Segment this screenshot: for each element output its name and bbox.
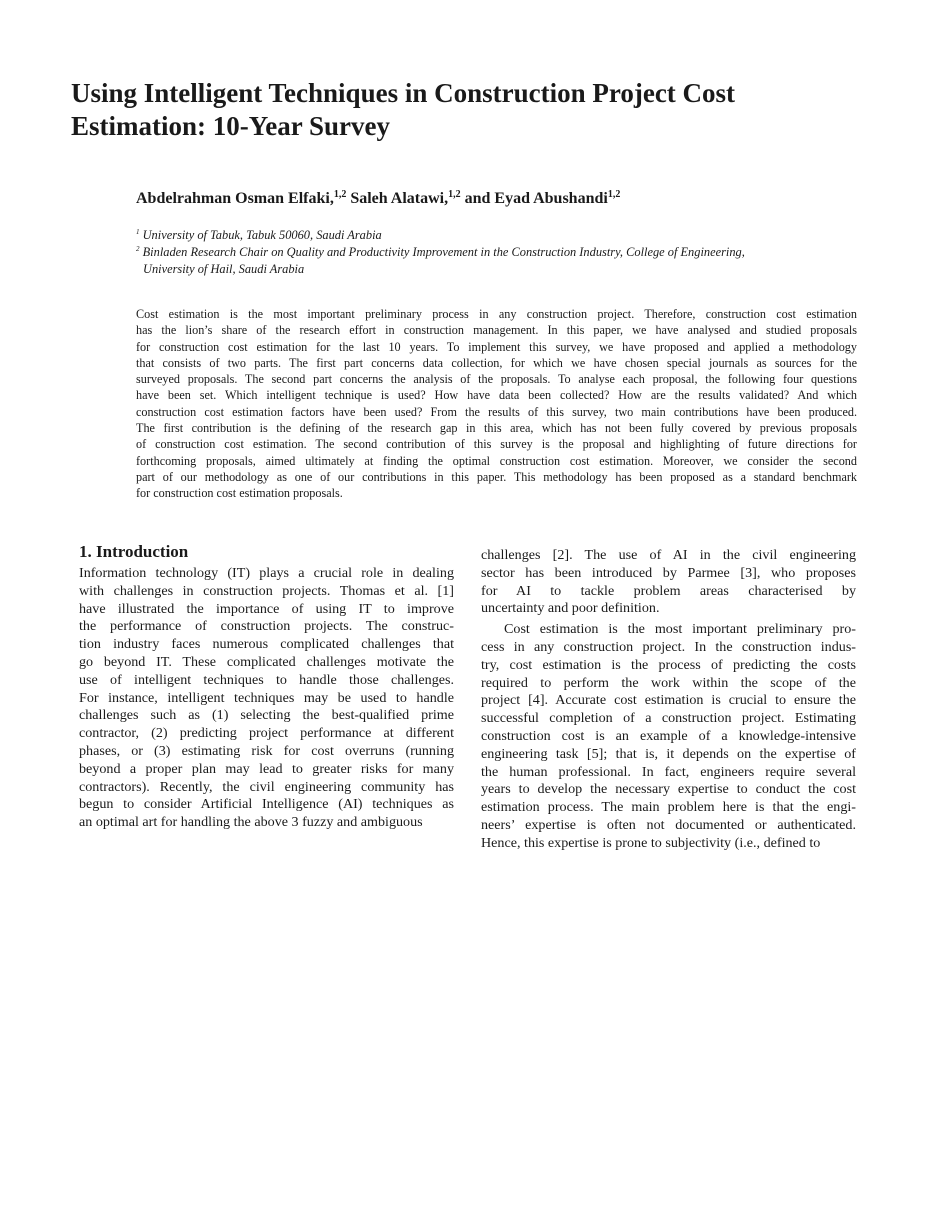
abstract-line: that consists of two parts. The first part concerns data collection, for which we have chosen special journals as sources for the <box>136 355 857 370</box>
body-line: for AI to tackle problem areas characterised by <box>481 582 856 599</box>
body-line: engineering task [5]; that is, it depends on the expertise of <box>481 745 856 762</box>
body-line: successful completion of a construction project. Estimating <box>481 710 856 727</box>
abstract-line: have been set. Which intelligent technique is used? How have data been collected? How are the results validated? And which <box>136 388 857 403</box>
abstract-line: Cost estimation is the most important preliminary process in any construction project. Therefore, construction cost estimation <box>136 307 857 321</box>
intro-paragraph-2 <box>481 621 856 852</box>
affil-marker: 1 <box>136 228 140 236</box>
body-line: tion industry faces numerous complicated challenges that <box>79 636 454 653</box>
author-name: and Eyad Abushandi <box>464 190 608 207</box>
paper-title <box>71 77 871 143</box>
author-affil-sup: 1,2 <box>607 189 621 200</box>
abstract-line: of construction cost estimation. The second contribution of this survey is the proposal and highlighting of future directions for <box>136 437 857 452</box>
body-line: contractors). Recently, the civil engineering community has <box>79 778 454 795</box>
body-line: project [4]. Accurate cost estimation is crucial to ensure the <box>481 692 856 709</box>
author-affil-sup: 1,2 <box>448 189 461 200</box>
affiliations <box>136 227 856 278</box>
intro-paragraph-1 <box>79 565 454 832</box>
body-line: Hence, this expertise is prone to subjectivity (i.e., defined to <box>481 834 821 851</box>
body-line: sector has been introduced by Parmee [3], who proposes <box>481 564 856 581</box>
body-line: required to perform the work within the scope of the <box>481 674 856 691</box>
abstract-line: surveyed proposals. The second part concerns the analysis of the proposals. To analyse each proposal, the following four questions <box>136 372 857 387</box>
abstract-line: The first contribution is the defining of the research gap in this area, which has not been fully covered by previous proposals <box>136 421 857 436</box>
body-line: the human professional. In fact, engineers require several <box>481 763 856 780</box>
body-line: the performance of construction projects. The construc- <box>79 618 454 635</box>
body-line: cess in any construction project. In the construction indus- <box>481 638 856 655</box>
author-name: Abdelrahman Osman Elfaki, <box>136 190 334 207</box>
affiliation-text: Binladen Research Chair on Quality and Productivity Improvement in the Construction Industry, College of Engineering, <box>142 245 745 259</box>
left-column <box>79 543 454 832</box>
body-line: Cost estimation is the most important preliminary pro- <box>504 621 856 638</box>
body-line: an optimal art for handling the above 3 fuzzy and ambiguous <box>79 814 423 831</box>
body-line: For instance, intelligent techniques may be used to handle <box>79 689 454 706</box>
right-column <box>481 547 856 853</box>
author-affil-sup: 1,2 <box>333 189 347 200</box>
body-line: begun to consider Artificial Intelligence (AI) techniques as <box>79 796 454 813</box>
author-name: Saleh Alatawi, <box>350 190 449 207</box>
body-line: construction cost is an example of a knowledge-intensive <box>481 727 856 744</box>
body-line: years to develop the necessary expertise to conduct the cost <box>481 781 856 798</box>
body-line: beyond a proper plan may lead to greater risks for many <box>79 760 454 777</box>
title-line: Estimation: 10-Year Survey <box>71 111 390 141</box>
body-line: try, cost estimation is the process of predicting the costs <box>481 656 856 673</box>
body-line: with challenges in construction projects. Thomas et al. [1] <box>79 582 454 599</box>
affil-marker: 2 <box>136 245 140 253</box>
body-line: use of intelligent techniques to handle those challenges. <box>79 671 454 688</box>
abstract-line: has the lion’s share of the research effort in construction management. In this paper, we have analysed and studied proposals <box>136 323 857 338</box>
abstract-line: forthcoming proposals, aimed ultimately at finding the optimal construction cost estimation. Moreover, we consider the second <box>136 453 857 468</box>
abstract-line: construction cost estimation factors have been used? From the results of this survey, two main contributions have been produced. <box>136 404 857 419</box>
abstract <box>136 306 857 502</box>
abstract-line: for construction cost estimation for the last 10 years. To implement this survey, we have proposed and applied a methodology <box>136 339 857 354</box>
affiliation-2-continued: University of Hail, Saudi Arabia <box>143 262 305 276</box>
affiliation-1 <box>136 227 856 244</box>
affiliation-2 <box>136 244 856 261</box>
body-line: neers’ expertise is often not documented or authenticated. <box>481 816 856 833</box>
author-list <box>136 190 856 208</box>
body-line: challenges such as (1) selecting the best-qualified prime <box>79 707 454 724</box>
abstract-line: for construction cost estimation proposals. <box>136 486 343 501</box>
body-line: contractor, (2) predicting project performance at different <box>79 725 454 742</box>
body-line: go beyond IT. These complicated challenges motivate the <box>79 653 454 670</box>
body-line: have illustrated the importance of using IT to improve <box>79 600 454 617</box>
body-line: Information technology (IT) plays a crucial role in dealing <box>79 565 454 581</box>
intro-paragraph-1-continued <box>481 547 856 618</box>
body-line: estimation process. The main problem here is that the engi- <box>481 799 856 816</box>
title-line: Using Intelligent Techniques in Construction Project Cost <box>71 78 736 108</box>
body-line: challenges [2]. The use of AI in the civil engineering <box>481 547 856 563</box>
body-line: uncertainty and poor definition. <box>481 600 660 617</box>
body-line: phases, or (3) estimating risk for cost overruns (running <box>79 742 454 759</box>
section-heading: 1. Introduction <box>79 542 189 561</box>
affiliation-text: University of Tabuk, Tabuk 50060, Saudi Arabia <box>142 228 382 242</box>
abstract-line: part of our methodology as one of our contributions in this paper. This methodology has been proposed as a standard benchmark <box>136 469 857 484</box>
